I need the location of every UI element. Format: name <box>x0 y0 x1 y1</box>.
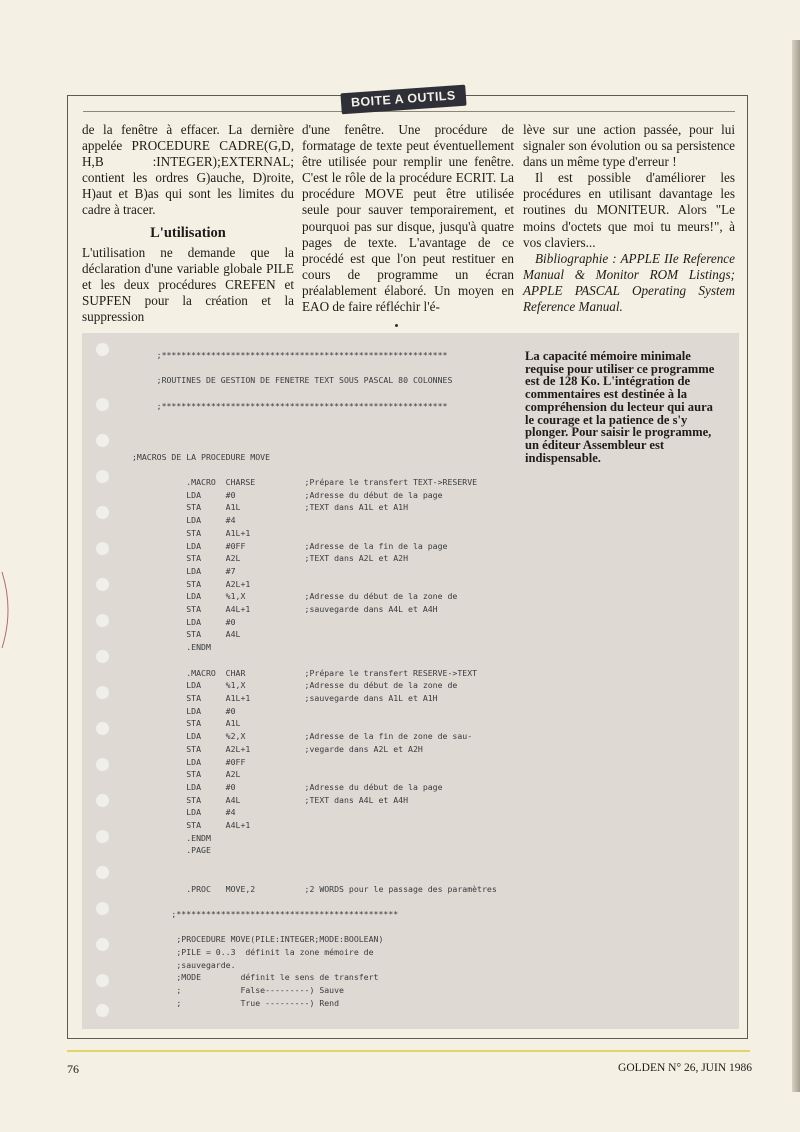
punch-hole <box>96 830 109 843</box>
col1-paragraph-2: L'utilisation ne demande que la déclaration d'une variable globale PILE et les deux procédures CREFEN et SUPFEN pour la création et la suppression <box>82 244 294 325</box>
punch-hole <box>96 434 109 447</box>
punch-hole <box>96 938 109 951</box>
punch-hole <box>96 1004 109 1017</box>
footer-rule <box>67 1050 750 1052</box>
punch-hole <box>96 470 109 483</box>
punch-hole <box>96 650 109 663</box>
page-edge <box>792 40 800 1092</box>
punch-hole <box>96 343 109 356</box>
punch-hole <box>96 866 109 879</box>
column-2 <box>302 122 514 315</box>
section-tag: BOITE A OUTILS <box>340 85 466 115</box>
punch-hole <box>96 974 109 987</box>
col3-paragraph-2: Il est possible d'améliorer les procédures en utilisant davantage les routines du MONITEUR. Alors "Le moins d'octets que moi tu meurs!", à vos claviers... <box>523 170 735 250</box>
col1-paragraph-1: de la fenêtre à effacer. La dernière appelée PROCEDURE CADRE(G,D, H,B :INTEGER);EXTERNAL; contient les ordres G)auche, D)roite, H)aut et B)as qui sont les limites du cadre à tracer. <box>82 122 294 218</box>
punch-hole <box>96 686 109 699</box>
punch-hole <box>96 758 109 771</box>
column-1 <box>82 122 294 325</box>
col2-paragraph-1: d'une fenêtre. Une procédure de formatage de texte peut éventuellement être utilisée pour remplir une fenêtre. C'est le rôle de la procédure ECRIT. La procédure MOVE peut être utilisée seule pour sauver temporairement, et pourquoi pas sur disque, jusqu'à quatre pages de texte. L'avantage de ce procédé est que l'on peut restituer en cours de programme un écran préalablement élaboré. Un moyen en EAO de faire réfléchir l'é- <box>302 122 514 315</box>
page-number: 76 <box>67 1062 79 1076</box>
col3-paragraph-1: lève sur une action passée, pour lui signaler son évolution ou sa persistence dans un même type d'erreur ! <box>523 122 735 170</box>
punch-hole <box>96 578 109 591</box>
magazine-issue: GOLDEN N° 26, JUIN 1986 <box>618 1062 752 1074</box>
punch-hole <box>96 722 109 735</box>
punch-hole <box>96 902 109 915</box>
punch-hole <box>96 794 109 807</box>
listing-caption: La capacité mémoire minimale requise pour utiliser ce programme est de 128 Ko. L'intégration de commentaires est destinée à la compréhension du lecteur qui aura le courage et la patience de s'y plonger. Pour saisir le programme, un éditeur Assembleur est indispensable. <box>525 349 715 465</box>
code-listing: ;********************************************************** ;ROUTINES DE GESTION DE FENETRE TEXT SOUS PASCAL 80 COLONNES ;********************************************************** ;MACROS DE LA PROCEDURE MOVE .MACRO CHARSE ;Prépare le transfert TEXT->RESERVE LDA #0 ;Adresse du début de la page STA A1L ;TEXT dans A1L et A1H LDA #4 STA A1L+1 LDA #0FF ;Adresse de la fin de la page STA A2L ;TEXT dans A2L et A2H LDA #7 STA A2L+1 LDA %1,X ;Adresse du début de la zone de STA A4L+1 ;sauvegarde dans A4L et A4H LDA #0 STA A4L .ENDM .MACRO CHAR ;Prépare le transfert RESERVE->TEXT LDA %1,X ;Adresse du début de la zone de STA A1L+1 ;sauvegarde dans A1L et A1H LDA #0 STA A1L LDA %2,X ;Adresse de la fin de zone de sau- STA A2L+1 ;vegarde dans A2L et A2H LDA #0FF STA A2L LDA #0 ;Adresse du début de la page STA A4L ;TEXT dans A4L et A4H LDA #4 STA A4L+1 .ENDM .PAGE .PROC MOVE,2 ;2 WORDS pour le passage des paramètres ;********************************************* ;PROCEDURE MOVE(PILE:INTEGER;MODE:BOOLEAN) ;PILE = 0..3 définit la zone mémoire de ;sauvegarde. ;MODE définit le sens de transfert ; False---------) Sauve ; True ---------) Rend <box>132 350 497 1008</box>
punch-hole <box>96 542 109 555</box>
header-rule <box>83 111 735 112</box>
punch-hole <box>96 614 109 627</box>
column-3 <box>523 122 735 315</box>
bibliography: Bibliographie : APPLE IIe Reference Manual & Monitor ROM Listings; APPLE PASCAL Operating System Reference Manual. <box>523 250 735 315</box>
separator-dot <box>395 324 398 327</box>
margin-mark <box>0 570 14 650</box>
punch-hole <box>96 506 109 519</box>
punch-hole <box>96 398 109 411</box>
section-heading: L'utilisation <box>150 224 226 241</box>
